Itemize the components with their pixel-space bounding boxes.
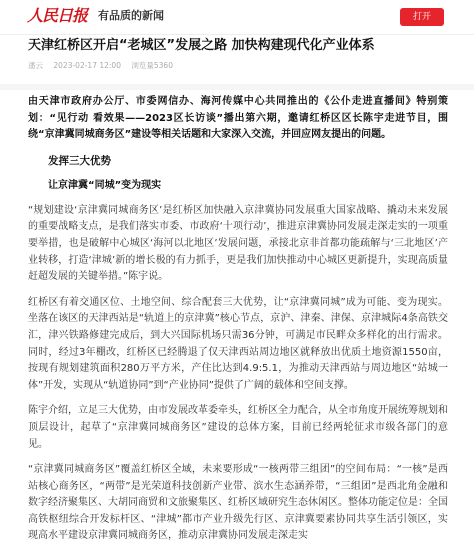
article-body — [28, 94, 448, 554]
paragraph: 红桥区有着交通区位、土地空间、综合配套三大优势，让“京津冀同城”成为可能、变为现实。坐落在该区的天津西站是“轨道上的京津冀”核心节点，京沪、津秦、津保、京津城际4条高铁交汇，津兴铁路修建完成后，到大兴国际机场只需36分钟，可满足市民畔众多样化的出行需求。同时，经过3年棚改，红桥区已经腾退了仅天津西站周边地区就释放出优质土地资源1550亩，按现有规划建筑面积280万平方米，产住比达到4.9:5.1，为推动天津西站与周边地区“站城一体”开发，实现从“轨道协同”到“产业协同”提供了广阔的载体和空间支撑。 — [28, 296, 448, 391]
view-count: 浏览量5360 — [131, 61, 173, 70]
article-title: 天津红桥区开启“老城区”发展之路 加快构建现代化产业体系 — [28, 38, 375, 53]
paragraph: “京津冀同城商务区”覆盖红桥区全域，未来要形成“一核两带三组团”的空间布局：“一核”是西站核心商务区，“两带”是光荣道科技创新产业带、滨水生态涵养带，“三组团”是西北角金融和数字经济聚集区、大胡同商贸和文旅聚集区、红桥区域研究生态休闲区。整体功能定位是：全国高铁枢纽综合开发标杆区、“津城”都市产业升级先行区、京津冀要素协同共享生活引领区，实现高水平建设京津冀同城商务区，推动京津冀协同发展走深走实 — [28, 464, 448, 542]
publish-time: 2023-02-17 12:00 — [53, 61, 121, 70]
lead-paragraph: 由天津市政府办公厅、市委网信办、海河传媒中心共同推出的《公仆走进直播间》特别策划：“见行动 看效果——2023区长访谈”播出第六期，邀请红桥区区长陈宇走进节目，围绕“京津冀同城商务区”建设等相关话题和大家深入交流，并回应网友提出的问题。 — [28, 96, 448, 141]
section-heading: 发挥三大优势 — [48, 154, 111, 167]
section-subheading: 让京津冀“同城”变为现实 — [48, 179, 162, 191]
slogan: 有品质的新闻 — [98, 9, 164, 22]
top-bar — [0, 0, 474, 35]
author: 潘云 — [28, 61, 43, 70]
paragraph: 陈宇介绍，立足三大优势，由市发展改革委牵头，红桥区全力配合，从全市角度开展统筹规划和顶层设计，起草了“京津冀同城商务区”建设的总体方案，目前已经两轮征求市级各部门的意见。 — [28, 405, 448, 450]
logo[interactable]: 人民日报 — [27, 6, 88, 25]
article-meta — [28, 61, 181, 71]
divider — [0, 84, 474, 90]
open-app-button[interactable]: 打开 — [400, 8, 444, 26]
paragraph: “规划建设‘京津冀同城商务区’是红桥区加快融入京津冀协同发展重大国家战略、撬动未来发展的重要战略支点，是我们落实市委、市政府‘十项行动’，推进京津冀协同发展走深走实的一项重要举措，也是破解中心城区‘海河以北地区’发展问题，承接北京非首都功能疏解与‘三北地区’产业转移，打造‘津城’新的增长极的有力抓手，更是我们加快推动中心城区更新提升，实现高质量赶超发展的关键举措。”陈宇说。 — [28, 204, 448, 283]
